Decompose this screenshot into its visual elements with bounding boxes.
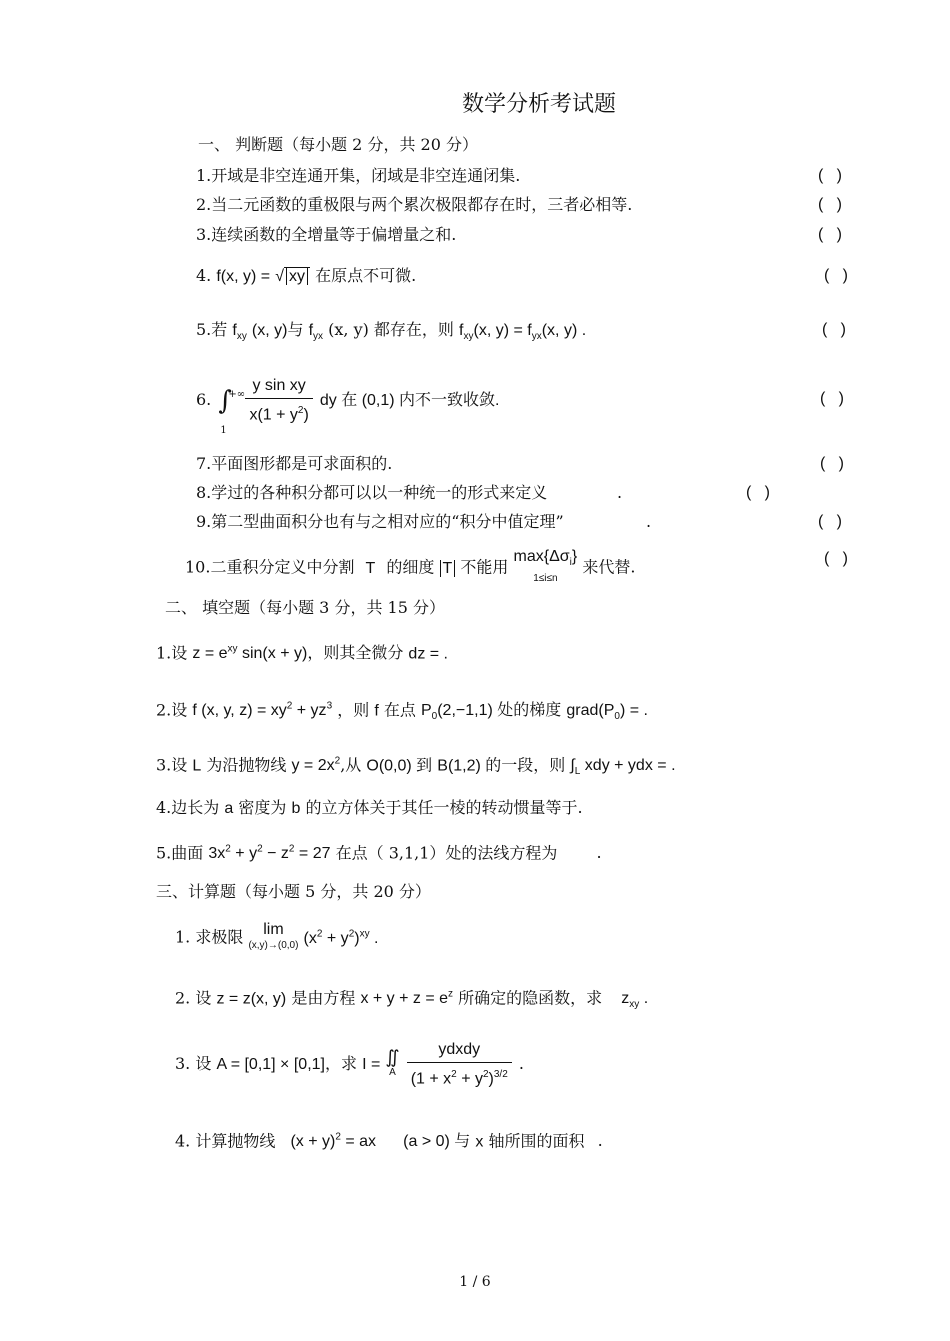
- point-p0: $P_0(2,-1,1)$ 处的梯度: [420, 702, 562, 723]
- item-number: 6.: [196, 390, 212, 410]
- text-part: 不能用: [460, 557, 509, 577]
- judge-item-9: 9.第二型曲面积分也有与之相对应的“积分中值定理”: [196, 512, 564, 531]
- judge-item-5: [196, 320, 586, 347]
- judge-item-8: 8.学过的各种积分都可以以一种统一的形式来定义: [196, 483, 548, 502]
- answer-paren-10: ( ): [824, 550, 848, 567]
- integrand-fraction: $\frac{\text{y sin xy}}{x(1 + y^2)}$: [245, 376, 312, 425]
- fill-item-4: 4.边长为 a 密度为 b 的立方体关于其任一棱的转动惯量等于.: [156, 798, 583, 817]
- page-number: 1 / 6: [459, 1274, 491, 1290]
- max-expression: $\max\{\Delta\sigma_i\}$ 1≤i≤n: [513, 548, 578, 585]
- answer-paren-7: ( ): [820, 455, 844, 472]
- parabola-equation: $(x + y)^2$ = ax: [290, 1132, 377, 1151]
- gradient: $grad(P_0)$ = .: [566, 702, 648, 723]
- formula: f (x, y, $z) = xy^2 + yz^3$: [192, 701, 333, 720]
- item-suffix: 在原点不可微.: [315, 266, 417, 285]
- item-8-dot: .: [617, 483, 623, 502]
- radicand: xy: [286, 268, 308, 285]
- fill-item-1: 1.设 $z = e^{xy}$ sin(x + y)，则其全微分 dz = .: [156, 643, 448, 663]
- item-number: 4.: [196, 266, 212, 285]
- answer-paren-6: ( ): [820, 390, 844, 407]
- fill-item-3: 3.设 L 为沿抛物线 $y = 2x^2$,从 O(0,0) 到 B(1,2) 的一段，则 $\int_L$ xdy + ydx = .: [156, 755, 676, 778]
- formula-tail: dz = .: [408, 645, 448, 663]
- section3-heading: 三、计算题（每小题 5 分，共 20 分）: [156, 882, 431, 901]
- surface-equation: $3x^2 + y^2 - z^2 = 27$: [208, 844, 331, 863]
- partition-symbol: T: [365, 559, 376, 577]
- answer-paren-8: ( ): [746, 484, 770, 501]
- answer-paren-2: ( ): [818, 196, 842, 213]
- fill-item-5: 5.曲面 $3x^2 + y^2 - z^2 = 27$ 在点（ 3,1,1）处的法线方程为 .: [156, 843, 602, 863]
- formula: f(x, y) =: [216, 268, 271, 285]
- judge-item-3: 3.连续函数的全增量等于偏增量之和.: [196, 225, 457, 244]
- limit-expression: $(x^2 + y^2)^{xy}$ .: [303, 928, 379, 947]
- implicit-equation: $x + y + z = e^z$: [360, 989, 454, 1008]
- answer-paren-3: ( ): [818, 226, 842, 243]
- formula: $z = e^{xy}$ sin(x + y)，则其全微分: [192, 644, 404, 663]
- item-suffix: 来代替.: [582, 557, 636, 577]
- judge-item-10: [185, 549, 635, 587]
- partial-eq: $f_{xy}(x$, $y) = f_{yx}(x$, y) .: [459, 322, 587, 343]
- parabola: $y = 2x^2$: [291, 756, 341, 775]
- partial-fxy: $f_{xy}$: [232, 322, 247, 343]
- answer-paren-9: ( ): [818, 513, 842, 530]
- limit: lim (x,y)→(0,0): [248, 921, 299, 951]
- calc-item-3: 3. 设 A = [0,1] × [0,1]，求 I = ∬ A $\frac{\text{ydxdy}}{(1 + x^2 + y^2)^{3/2}}$ .: [175, 1041, 524, 1088]
- formula-part: (x, y) 都存在，则: [328, 320, 454, 339]
- calc-item-4: 4. 计算抛物线 $(x + y)^2$ = ax (a > 0) 与 x 轴所围的面积 .: [175, 1131, 603, 1151]
- judge-item-4: [196, 266, 416, 287]
- judge-item-6: [196, 376, 500, 436]
- judge-item-1: 1.开域是非空连通开集，闭域是非空连通闭集.: [196, 166, 521, 185]
- section1-heading: 一、 判断题（每小题 2 分，共 20 分）: [198, 135, 478, 154]
- judge-item-2: 2.当二元函数的重极限与两个累次极限都存在时，三者必相等.: [196, 195, 633, 214]
- formula-part: (x, y)与: [251, 322, 304, 339]
- page-title: 数学分析考试题: [462, 92, 617, 117]
- answer-paren-4: ( ): [824, 267, 848, 284]
- line-integral: $\int_L$ xdy + ydx = .: [570, 757, 676, 778]
- mesh-norm: T: [440, 560, 456, 577]
- calc-item-1: 1. 求极限 lim (x,y)→(0,0) $(x^2 + y^2)^{xy}$ .: [175, 922, 378, 954]
- item-suffix: dy 在 (0,1) 内不一致收敛.: [319, 392, 500, 410]
- integral-symbol: ∫ +∞ 1: [218, 385, 246, 436]
- double-integral: ∬ A: [385, 1046, 400, 1078]
- item-prefix: 10.二重积分定义中分割: [185, 557, 355, 577]
- calc-item-2: 2. 设 z = z(x, y) 是由方程 $x + y + z = e^z$ 所确定的隐函数，求 $z_{xy}$ .: [175, 988, 649, 1011]
- second-partial: $z_{xy}$ .: [621, 990, 649, 1011]
- item-prefix: 5.若: [196, 320, 228, 339]
- fill-item-2: 2.设 f (x, y, $z) = xy^2 + yz^3$ ，则 f 在点 $P_0(2,-1,1)$ 处的梯度 $grad(P_0)$ = .: [156, 700, 648, 723]
- item-9-dot: .: [646, 512, 652, 531]
- partial-fyx: $f_{yx}$: [308, 322, 324, 343]
- text-part: 的细度: [386, 557, 435, 577]
- sqrt-symbol: √ xy: [275, 267, 310, 287]
- answer-paren-5: ( ): [822, 321, 846, 338]
- answer-paren-1: ( ): [818, 167, 842, 184]
- section2-heading: 二、 填空题（每小题 3 分，共 15 分）: [165, 598, 445, 617]
- judge-item-7: 7.平面图形都是可求面积的.: [196, 454, 393, 473]
- integrand-fraction: $\frac{\text{ydxdy}}{(1 + x^2 + y^2)^{3/2}}$: [407, 1040, 512, 1089]
